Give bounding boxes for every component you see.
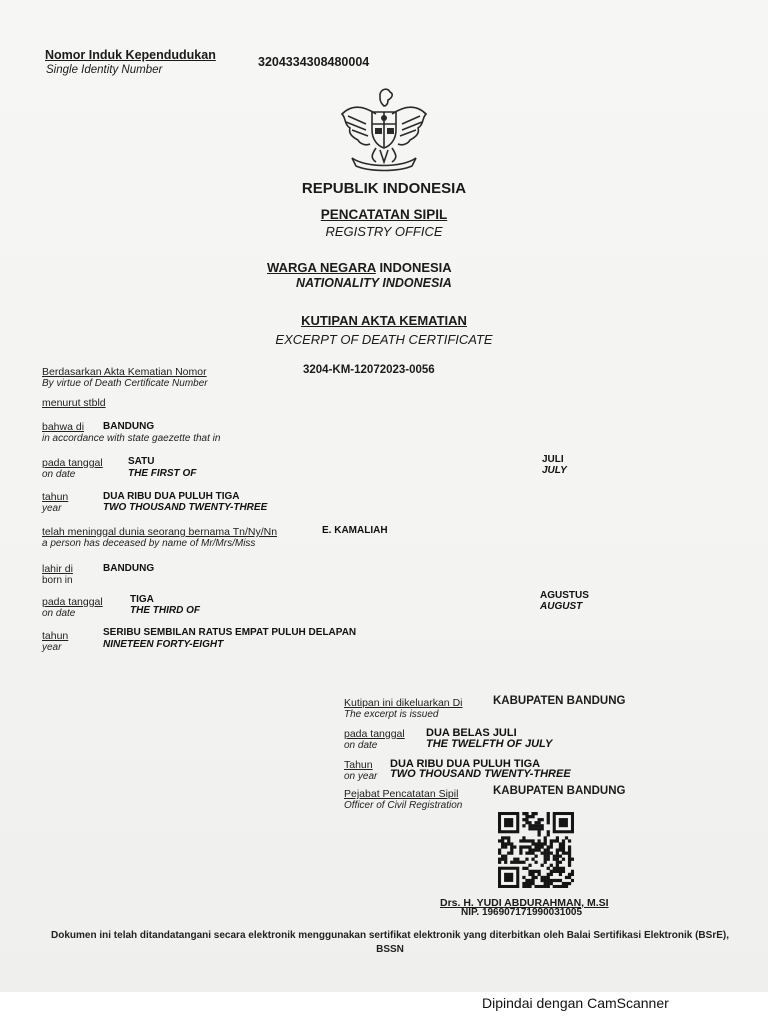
place-label: bahwa di: [42, 421, 85, 433]
death-year-en: TWO THOUSAND TWENTY-THREE: [103, 502, 268, 513]
issue-year-value-en: TWO THOUSAND TWENTY-THREE: [390, 768, 571, 780]
nationality-label: WARGA NEGARA: [267, 260, 376, 275]
issued-place: KABUPATEN BANDUNG: [493, 695, 626, 707]
death-date-label-en: on date: [42, 469, 76, 480]
issue-year-label: Tahun: [344, 759, 373, 771]
nik-label-en: Single Identity Number: [46, 64, 163, 76]
birth-day-en: THE THIRD OF: [130, 605, 200, 616]
birth-year-label-en: year: [42, 642, 62, 653]
document-title-en: EXCERPT OF DEATH CERTIFICATE: [275, 332, 493, 347]
country-title: REPUBLIK INDONESIA: [301, 180, 467, 197]
issue-date-value: DUA BELAS JULI: [426, 727, 517, 739]
scanner-watermark: Dipindai dengan CamScanner: [482, 995, 669, 1011]
death-year: DUA RIBU DUA PULUH TIGA: [103, 491, 240, 502]
document-title: KUTIPAN AKTA KEMATIAN: [301, 313, 467, 328]
issue-year-label-en: on year: [344, 771, 378, 782]
death-year-label: tahun: [42, 491, 69, 503]
officer-label: Pejabat Pencatatan Sipil: [344, 788, 459, 800]
birth-year-en: NINETEEN FORTY-EIGHT: [103, 639, 224, 650]
death-day-en: THE FIRST OF: [128, 468, 197, 479]
nationality-en: NATIONALITY INDONESIA: [296, 276, 452, 290]
office-title: PENCATATAN SIPIL: [320, 207, 448, 222]
qr-code-icon: [498, 812, 574, 888]
nationality-value: INDONESIA: [379, 260, 452, 275]
signer-nip: NIP. 196907171990031005: [461, 907, 583, 918]
place-value: BANDUNG: [103, 421, 155, 432]
birth-year: SERIBU SEMBILAN RATUS EMPAT PULUH DELAPAN: [103, 627, 357, 638]
issue-date-value-en: THE TWELFTH OF JULY: [426, 738, 553, 750]
office-title-en: REGISTRY OFFICE: [325, 224, 443, 239]
nationality-line: [267, 260, 452, 275]
birth-month-en: AUGUST: [540, 601, 583, 612]
birth-year-label: tahun: [42, 630, 69, 642]
birth-place: BANDUNG: [103, 563, 155, 574]
birth-date-label-en: on date: [42, 608, 76, 619]
death-year-label-en: year: [42, 503, 62, 514]
death-month-en: JULY: [542, 465, 567, 476]
birth-place-label: lahir di: [42, 563, 73, 575]
place-label-en: in accordance with state gaezette that in: [42, 433, 221, 444]
death-month: JULI: [542, 454, 564, 465]
deceased-label-en: a person has deceased by name of Mr/Mrs/Miss: [42, 538, 256, 549]
deceased-label: telah meninggal dunia seorang bernama Tn/Ny/Nn: [42, 526, 278, 538]
issue-date-label: pada tanggal: [344, 728, 405, 740]
electronic-signature-note: Dokumen ini telah ditandatangani secara elektronik menggunakan sertifikat elektronik yang diterbitkan oleh Balai Sertifikasi Elektronik (BSrE), BSSN: [51, 930, 729, 955]
stbld-label: menurut stbld: [42, 397, 106, 409]
birth-date-label: pada tanggal: [42, 596, 103, 608]
death-date-label: pada tanggal: [42, 457, 103, 469]
deceased-name: E. KAMALIAH: [322, 525, 388, 536]
garuda-emblem-icon: [336, 84, 432, 174]
issued-label: Kutipan ini dikeluarkan Di: [344, 697, 463, 709]
issue-date-label-en: on date: [344, 740, 378, 751]
nik-value: 3204334308480004: [258, 55, 370, 69]
issue-year-value: DUA RIBU DUA PULUH TIGA: [390, 758, 541, 770]
birth-day: TIGA: [130, 594, 154, 605]
death-day: SATU: [128, 456, 155, 467]
issued-label-en: The excerpt is issued: [344, 709, 439, 720]
officer-label-en: Officer of Civil Registration: [344, 800, 463, 811]
birth-month: AGUSTUS: [540, 590, 589, 601]
birth-place-label-en: born in: [42, 575, 73, 586]
certificate-number: 3204-KM-12072023-0056: [303, 364, 435, 376]
signer-name: Drs. H. YUDI ABDURAHMAN, M.SI: [440, 897, 609, 909]
nik-label: Nomor Induk Kependudukan: [45, 48, 216, 62]
certificate-number-label-en: By virtue of Death Certificate Number: [42, 378, 208, 389]
officer-place: KABUPATEN BANDUNG: [493, 785, 626, 797]
certificate-number-label: Berdasarkan Akta Kematian Nomor: [42, 366, 207, 378]
